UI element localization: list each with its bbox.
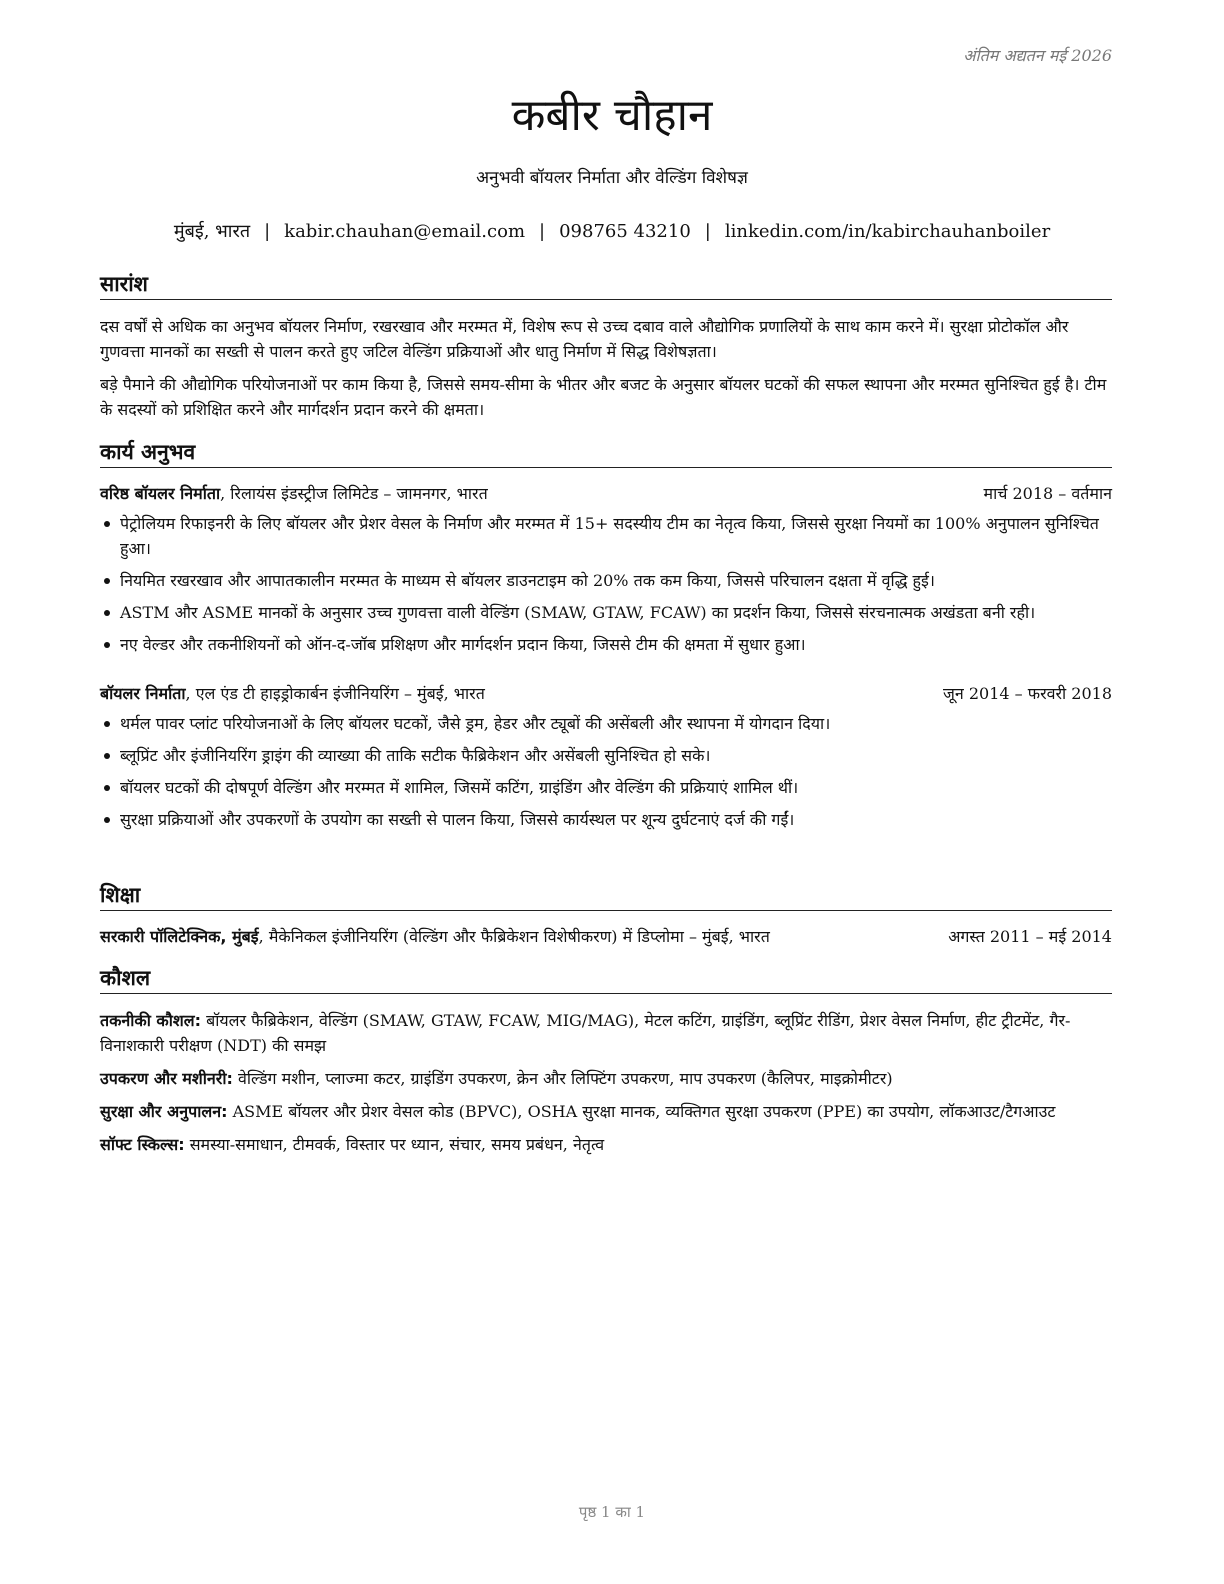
skill-row	[100, 1066, 1112, 1091]
education-dates: अगस्त 2011 – मई 2014	[948, 927, 1112, 946]
job-bullets	[100, 511, 1112, 657]
education-detail: , मैकेनिकल इंजीनियरिंग (वेल्डिंग और फैब्रिकेशन विशेषीकरण) में डिप्लोमा – मुंबई, भारत	[258, 927, 770, 946]
candidate-name: कबीर चौहान	[511, 90, 713, 141]
page-number: पृष्ठ 1 का 1	[578, 1503, 646, 1521]
skill-value: वेल्डिंग मशीन, प्लाज्मा कटर, ग्राइंडिंग उपकरण, क्रेन और लिफ्टिंग उपकरण, माप उपकरण (कैलिपर, माइक्रोमीटर)	[232, 1069, 893, 1088]
skills-title: कौशल	[100, 964, 1112, 994]
skill-label: सुरक्षा और अनुपालन:	[100, 1102, 228, 1121]
contact-separator: |	[704, 221, 711, 242]
job-bullet: नए वेल्डर और तकनीशियनों को ऑन-द-जॉब प्रशिक्षण और मार्गदर्शन प्रदान किया, जिससे टीम की क्षमता में सुधार हुआ।	[120, 632, 1112, 657]
skill-row	[100, 1008, 1112, 1058]
contact-phone: 098765 43210	[559, 221, 691, 242]
job-bullet: नियमित रखरखाव और आपातकालीन मरम्मत के माध्यम से बॉयलर डाउनटाइम को 20% तक कम किया, जिससे परिचालन दक्षता में वृद्धि हुई।	[120, 568, 1112, 593]
job-bullets	[100, 711, 1112, 832]
job-entry	[100, 681, 1112, 832]
job-bullet: थर्मल पावर प्लांट परियोजनाओं के लिए बॉयलर घटकों, जैसे ड्रम, हेडर और ट्यूबों की असेंबली और स्थापना में योगदान दिया।	[120, 711, 1112, 736]
skill-value: बॉयलर फैब्रिकेशन, वेल्डिंग (SMAW, GTAW, FCAW, MIG/MAG), मेटल कटिंग, ग्राइंडिंग, ब्लूप्रिंट रीडिंग, प्रेशर वेसल निर्माण, हीट ट्रीटमेंट, गैर-विनाशकारी परीक्षण (NDT) की समझ	[100, 1011, 1071, 1055]
education-institution: सरकारी पॉलिटेक्निक, मुंबई	[100, 927, 259, 946]
job-bullet: बॉयलर घटकों की दोषपूर्ण वेल्डिंग और मरम्मत में शामिल, जिसमें कटिंग, ग्राइंडिंग और वेल्डिंग की प्रक्रियाएं शामिल थीं।	[120, 775, 1112, 800]
experience-section	[100, 438, 1112, 832]
job-bullet: ब्लूप्रिंट और इंजीनियरिंग ड्राइंग की व्याख्या की ताकि सटीक फैब्रिकेशन और असेंबली सुनिश्चित हो सके।	[120, 743, 1112, 768]
contact-separator: |	[539, 221, 546, 242]
summary-section	[100, 270, 1112, 422]
skill-label: तकनीकी कौशल:	[100, 1011, 201, 1030]
tagline: अनुभवी बॉयलर निर्माता और वेल्डिंग विशेषज्ञ	[476, 168, 748, 188]
contact-separator: |	[264, 221, 271, 242]
last-updated: अंतिम अद्यतन मई 2026	[963, 46, 1112, 65]
summary-paragraph: बड़े पैमाने की औद्योगिक परियोजनाओं पर काम किया है, जिससे समय-सीमा के भीतर और बजट के अनुसार बॉयलर घटकों की सफल स्थापना और मरम्मत सुनिश्चित हुई है। टीम के सदस्यों को प्रशिक्षित करने और मार्गदर्शन प्रदान करने की क्षमता।	[100, 375, 1107, 419]
job-bullet: सुरक्षा प्रक्रियाओं और उपकरणों के उपयोग का सख्ती से पालन किया, जिससे कार्यस्थल पर शून्य दुर्घटनाएं दर्ज की गईं।	[120, 807, 1112, 832]
contact-linkedin[interactable]: linkedin.com/in/kabirchauhanboiler	[724, 221, 1051, 242]
contact-email[interactable]: kabir.chauhan@email.com	[284, 221, 526, 242]
skill-row	[100, 1132, 1112, 1157]
skill-value: समस्या-समाधान, टीमवर्क, विस्तार पर ध्यान, संचार, समय प्रबंधन, नेतृत्व	[184, 1135, 605, 1154]
job-dates: मार्च 2018 – वर्तमान	[983, 484, 1112, 503]
job-entry	[100, 481, 1112, 657]
job-dates: जून 2014 – फरवरी 2018	[943, 684, 1112, 703]
experience-title: कार्य अनुभव	[100, 438, 1112, 468]
job-header	[100, 681, 1112, 707]
job-bullet: ASTM और ASME मानकों के अनुसार उच्च गुणवत्ता वाली वेल्डिंग (SMAW, GTAW, FCAW) का प्रदर्शन किया, जिससे संरचनात्मक अखंडता बनी रही।	[120, 600, 1112, 625]
contact-location: मुंबई, भारत	[173, 221, 251, 242]
job-role: बॉयलर निर्माता	[100, 684, 186, 703]
education-entry	[100, 924, 1112, 950]
skill-value: ASME बॉयलर और प्रेशर वेसल कोड (BPVC), OSHA सुरक्षा मानक, व्यक्तिगत सुरक्षा उपकरण (PPE) का उपयोग, लॉकआउट/टैगआउट	[227, 1102, 1056, 1121]
summary-title: सारांश	[100, 270, 1112, 300]
skills-section	[100, 964, 1112, 1157]
job-org: , रिलायंस इंडस्ट्रीज लिमिटेड – जामनगर, भारत	[220, 484, 488, 503]
skill-label: सॉफ्ट स्किल्स:	[100, 1135, 185, 1154]
education-title: शिक्षा	[100, 881, 1112, 911]
skill-label: उपकरण और मशीनरी:	[100, 1069, 233, 1088]
skill-row	[100, 1099, 1112, 1124]
job-role: वरिष्ठ बॉयलर निर्माता	[100, 484, 221, 503]
contact-line	[0, 219, 1224, 245]
job-bullet: पेट्रोलियम रिफाइनरी के लिए बॉयलर और प्रेशर वेसल के निर्माण और मरम्मत में 15+ सदस्यीय टीम का नेतृत्व किया, जिससे सुरक्षा नियमों का 100% अनुपालन सुनिश्चित हुआ।	[120, 511, 1112, 561]
job-org: , एल एंड टी हाइड्रोकार्बन इंजीनियरिंग – मुंबई, भारत	[185, 684, 485, 703]
education-section	[100, 881, 1112, 950]
job-header	[100, 481, 1112, 507]
summary-paragraph: दस वर्षों से अधिक का अनुभव बॉयलर निर्माण, रखरखाव और मरम्मत में, विशेष रूप से उच्च दबाव वाले औद्योगिक प्रणालियों के साथ काम करने में। सुरक्षा प्रोटोकॉल और गुणवत्ता मानकों का सख्ती से पालन करते हुए जटिल वेल्डिंग प्रक्रियाओं और धातु निर्माण में सिद्ध विशेषज्ञता।	[100, 317, 1069, 361]
